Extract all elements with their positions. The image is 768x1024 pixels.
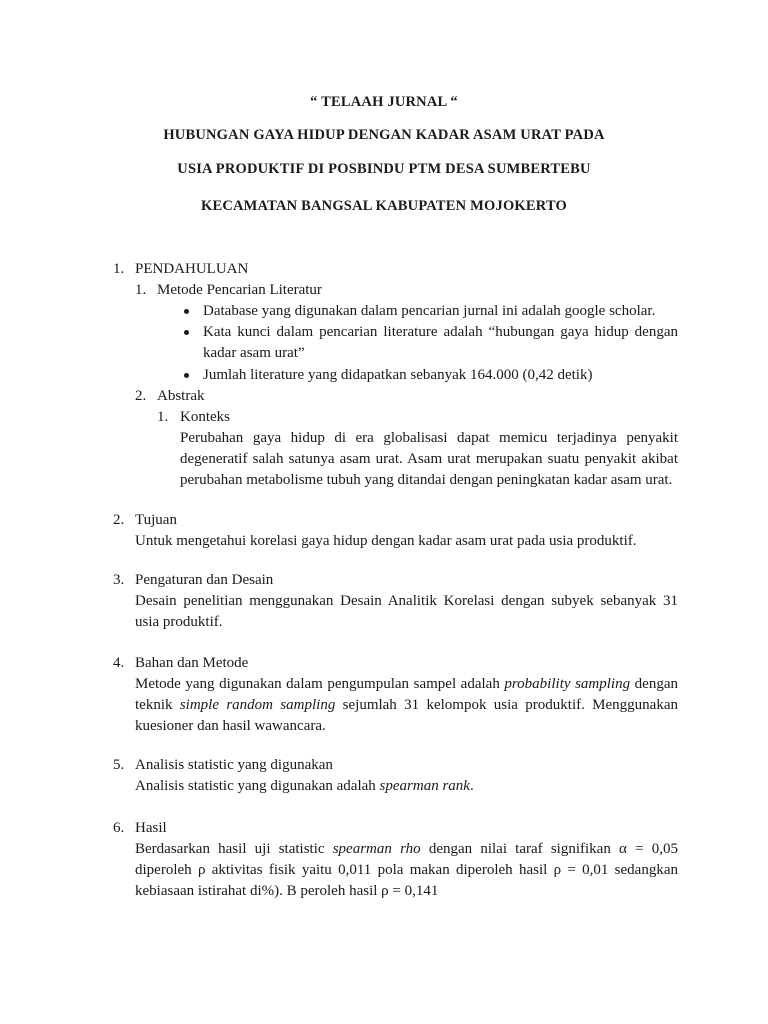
text: Metode yang digunakan dalam pengumpulan sampel adalah: [135, 676, 505, 692]
bullet-text: Database yang digunakan dalam pencarian jurnal ini adalah google scholar.: [203, 303, 656, 319]
bullet-text-continued: kadar asam urat”: [203, 345, 305, 361]
section-title: Tujuan: [135, 512, 177, 528]
paragraph-line: Perubahan gaya hidup di era globalisasi dapat memicu terjadinya penyakit: [180, 430, 678, 446]
section-title: PENDAHULUAN: [135, 261, 249, 277]
section-title: Hasil: [135, 820, 167, 836]
bullet-icon: [184, 373, 189, 378]
section-number: 4.: [113, 655, 125, 671]
paragraph-line: perubahan metabolisme tubuh yang ditandai dengan peningkatan kadar asam urat.: [180, 472, 673, 488]
paragraph-line: [135, 695, 678, 715]
italic-term: spearman rank: [379, 778, 470, 794]
text: .: [469, 778, 474, 794]
paragraph-line: degeneratif salah satunya asam urat. Asam urat merupakan suatu penyakit akibat: [180, 451, 678, 467]
text: dengan nilai taraf signifikan α = 0,05: [420, 841, 678, 857]
bullet-icon: [184, 330, 189, 335]
text: teknik: [135, 697, 180, 713]
italic-term: simple random sampling: [179, 697, 336, 713]
text: Berdasarkan hasil uji statistic: [135, 841, 333, 857]
italic-term: probability sampling: [504, 676, 631, 692]
journal-title-line-2: USIA PRODUKTIF DI POSBINDU PTM DESA SUMBERTEBU: [177, 161, 591, 177]
bullet-text: Jumlah literature yang didapatkan sebanyak 164.000 (0,42 detik): [203, 367, 593, 383]
paragraph-line: [135, 776, 474, 796]
subsection-number: 2.: [135, 388, 147, 404]
paragraph-line: Untuk mengetahui korelasi gaya hidup dengan kadar asam urat pada usia produktif.: [135, 533, 637, 549]
section-title: Analisis statistic yang digunakan: [135, 757, 333, 773]
text: dengan: [630, 676, 678, 692]
section-number: 2.: [113, 512, 125, 528]
subsubsection-number: 1.: [157, 409, 169, 425]
paragraph-line: usia produktif.: [135, 614, 223, 630]
bullet-icon: [184, 309, 189, 314]
document-title: “ TELAAH JURNAL “: [310, 94, 458, 110]
paragraph-line: kuesioner dan hasil wawancara.: [135, 718, 326, 734]
paragraph-line: [135, 674, 678, 694]
section-number: 1.: [113, 261, 125, 277]
bullet-text: Kata kunci dalam pencarian literature adalah “hubungan gaya hidup dengan: [203, 324, 678, 340]
section-number: 3.: [113, 572, 125, 588]
section-number: 6.: [113, 820, 125, 836]
subsubsection-title: Konteks: [180, 409, 230, 425]
paragraph-line: diperoleh ρ aktivitas fisik yaitu 0,011 pola makan diperoleh hasil ρ = 0,01 sedangkan: [135, 862, 678, 878]
section-title: Pengaturan dan Desain: [135, 572, 274, 588]
subsection-title: Abstrak: [157, 388, 205, 404]
section-title: Bahan dan Metode: [135, 655, 249, 671]
paragraph-line: kebiasaan istirahat di%). B peroleh hasil ρ = 0,141: [135, 883, 439, 899]
journal-title-line-3: KECAMATAN BANGSAL KABUPATEN MOJOKERTO: [200, 198, 568, 214]
journal-title-line-1: HUBUNGAN GAYA HIDUP DENGAN KADAR ASAM URAT PADA: [163, 127, 605, 143]
text: sejumlah 31 kelompok usia produktif. Menggunakan: [335, 697, 678, 713]
subsection-number: 1.: [135, 282, 147, 298]
italic-term: spearman rho: [332, 841, 421, 857]
text: Analisis statistic yang digunakan adalah: [135, 778, 380, 794]
subsection-title: Metode Pencarian Literatur: [157, 282, 322, 298]
section-number: 5.: [113, 757, 125, 773]
paragraph-line: Desain penelitian menggunakan Desain Analitik Korelasi dengan subyek sebanyak 31: [135, 593, 678, 609]
paragraph-line: [135, 839, 678, 859]
